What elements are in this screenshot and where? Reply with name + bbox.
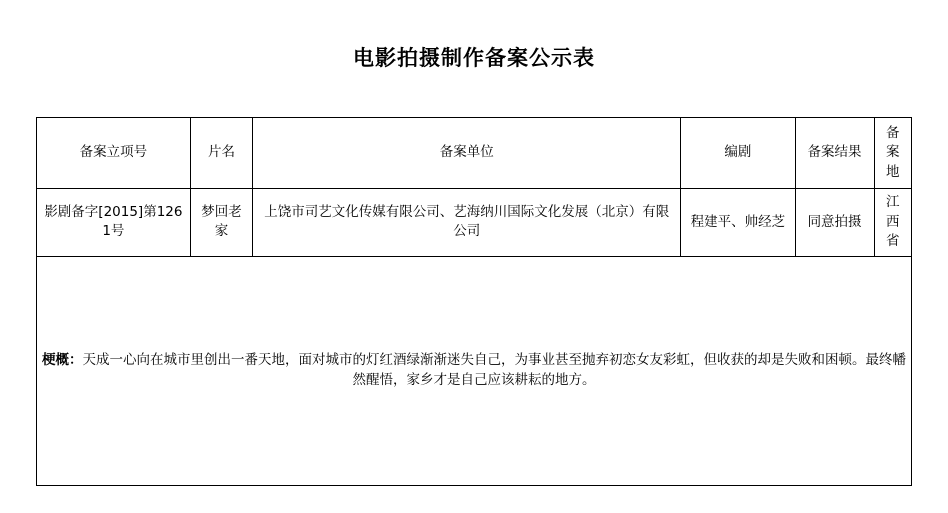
summary-label: 梗概： (42, 352, 83, 369)
cell-screenwriter: 程建平、帅经芝 (681, 189, 795, 257)
filing-table-container (36, 117, 912, 486)
cell-filing-number: 影剧备字[2015]第1261号 (37, 189, 191, 257)
summary-cell (37, 256, 912, 485)
filing-table (36, 117, 912, 486)
cell-film-title: 梦回老家 (190, 189, 252, 257)
page-title: 电影拍摄制作备案公示表 (353, 46, 595, 70)
header-filing-result: 备案结果 (795, 118, 874, 189)
table-header-row (37, 118, 912, 189)
header-filing-number: 备案立项号 (37, 118, 191, 189)
header-filing-unit: 备案单位 (253, 118, 681, 189)
header-filing-place: 备案地 (874, 118, 911, 189)
header-film-title: 片名 (190, 118, 252, 189)
cell-filing-place: 江西省 (874, 189, 911, 257)
summary-text: 天成一心向在城市里创出一番天地，面对城市的灯红酒绿渐渐迷失自己，为事业甚至抛弃初恋女友彩虹，但收获的却是失败和困顿。最终幡然醒悟，家乡才是自己应该耕耘的地方。 (82, 352, 906, 388)
cell-filing-result: 同意拍摄 (795, 189, 874, 257)
header-screenwriter: 编剧 (681, 118, 795, 189)
cell-filing-unit: 上饶市司艺文化传媒有限公司、艺海纳川国际文化发展（北京）有限公司 (253, 189, 681, 257)
table-row (37, 189, 912, 257)
table-summary-row (37, 256, 912, 485)
